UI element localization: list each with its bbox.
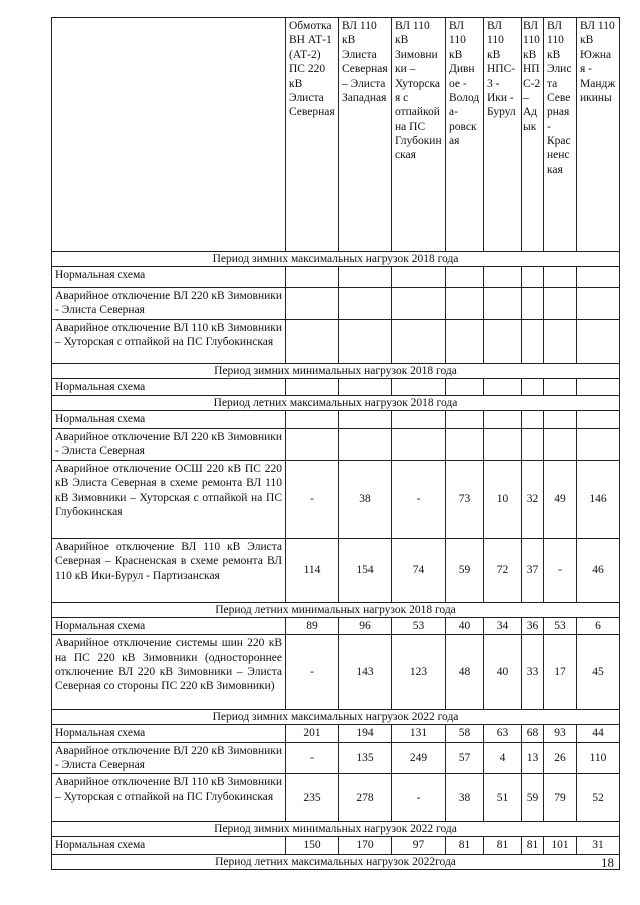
table-row [52,411,620,428]
row-label: Аварийное отключение ВЛ 220 кВ Зимовники - Элиста Северная [52,428,286,460]
value-cell: - [544,538,577,602]
value-cell [484,379,522,396]
value-cell: 72 [484,538,522,602]
value-cell: 73 [446,460,484,538]
row-label: Аварийное отключение ОСШ 220 кВ ПС 220 кВ Элиста Северная в схеме ремонта ВЛ 110 кВ Зимовники – Хуторская с отпайкой на ПС Глубокинская [52,460,286,538]
column-header: ВЛ 110 кВ Южная - Манджикины [577,18,620,252]
value-cell: 194 [339,725,392,742]
value-cell: 10 [484,460,522,538]
table-row [52,460,620,538]
value-cell: 235 [286,774,339,822]
value-cell: 32 [522,460,544,538]
period-title: Период летних максимальных нагрузок 2018 года [52,396,620,411]
table-body [52,18,620,870]
table-row [52,774,620,822]
table-row [52,320,620,364]
value-cell: 131 [392,725,446,742]
value-cell [392,428,446,460]
column-header: Обмотка ВН АТ-1 (АТ-2) ПС 220 кВ Элиста Северная [286,18,339,252]
row-label: Нормальная схема [52,267,286,288]
value-cell: 45 [577,635,620,710]
value-cell [286,379,339,396]
value-cell: 52 [577,774,620,822]
value-cell [286,267,339,288]
value-cell: 150 [286,837,339,854]
period-title: Период зимних максимальных нагрузок 2018 года [52,252,620,267]
period-title: Период летних минимальных нагрузок 2018 года [52,602,620,617]
value-cell: 123 [392,635,446,710]
value-cell [522,428,544,460]
value-cell: 146 [577,460,620,538]
value-cell [544,411,577,428]
column-header: ВЛ 110 кВ НПС-3 - Ики - Бурул [484,18,522,252]
row-label: Аварийное отключение ВЛ 110 кВ Зимовники – Хуторская с отпайкой на ПС Глубокинская [52,774,286,822]
value-cell: 17 [544,635,577,710]
value-cell [522,411,544,428]
value-cell [286,320,339,364]
value-cell [544,320,577,364]
header-row [52,18,620,252]
value-cell: 170 [339,837,392,854]
row-label: Аварийное отключение системы шин 220 кВ на ПС 220 кВ Зимовники (одностороннее отключение ВЛ 220 кВ Зимовники – Элиста Северная со стороны ПС 220 кВ Зимовники) [52,635,286,710]
period-title: Период зимних максимальных нагрузок 2022 года [52,710,620,725]
period-title: Период летних максимальных нагрузок 2022года [52,854,620,869]
value-cell: 51 [484,774,522,822]
value-cell: 38 [446,774,484,822]
value-cell [392,288,446,320]
value-cell: 68 [522,725,544,742]
value-cell: 97 [392,837,446,854]
value-cell: 53 [544,617,577,634]
period-row [52,252,620,267]
table-row [52,742,620,774]
value-cell: 37 [522,538,544,602]
value-cell: 13 [522,742,544,774]
row-label: Аварийное отключение ВЛ 110 кВ Зимовники – Хуторская с отпайкой на ПС Глубокинская [52,320,286,364]
value-cell: 26 [544,742,577,774]
table-row [52,267,620,288]
table-row [52,635,620,710]
value-cell [522,267,544,288]
value-cell: 4 [484,742,522,774]
value-cell [577,379,620,396]
period-row [52,364,620,379]
table-row [52,725,620,742]
value-cell: 6 [577,617,620,634]
value-cell [544,267,577,288]
value-cell: 81 [484,837,522,854]
value-cell: 101 [544,837,577,854]
value-cell: 110 [577,742,620,774]
value-cell [577,411,620,428]
value-cell [577,267,620,288]
value-cell [577,320,620,364]
value-cell [484,288,522,320]
period-row [52,396,620,411]
period-row [52,822,620,837]
value-cell [577,428,620,460]
table-row [52,428,620,460]
value-cell: 143 [339,635,392,710]
value-cell: 53 [392,617,446,634]
value-cell: 93 [544,725,577,742]
value-cell [446,320,484,364]
value-cell [392,411,446,428]
value-cell: 34 [484,617,522,634]
page-number: 18 [601,855,614,870]
column-header: ВЛ 110 кВ Дивное - Володаровская [446,18,484,252]
table-row [52,617,620,634]
value-cell: 33 [522,635,544,710]
value-cell: - [286,460,339,538]
value-cell [339,428,392,460]
value-cell: 36 [522,617,544,634]
value-cell [286,288,339,320]
value-cell: 135 [339,742,392,774]
value-cell [484,428,522,460]
column-header: ВЛ 110 кВ Зимовники – Хуторская с отпайкой на ПС Глубокинская [392,18,446,252]
table-row [52,288,620,320]
value-cell [339,411,392,428]
value-cell: 57 [446,742,484,774]
value-cell: 249 [392,742,446,774]
row-label: Нормальная схема [52,617,286,634]
row-label: Нормальная схема [52,837,286,854]
value-cell: 74 [392,538,446,602]
period-row [52,602,620,617]
value-cell [339,320,392,364]
value-cell: 63 [484,725,522,742]
header-empty-cell [52,18,286,252]
row-label: Нормальная схема [52,379,286,396]
value-cell: 81 [446,837,484,854]
period-title: Период зимних минимальных нагрузок 2018 года [52,364,620,379]
value-cell: 40 [446,617,484,634]
column-header: ВЛ 110 кВ Элиста Северная - Красненская [544,18,577,252]
value-cell [286,411,339,428]
value-cell [522,379,544,396]
row-label: Нормальная схема [52,725,286,742]
table-row [52,837,620,854]
period-row [52,710,620,725]
value-cell [544,379,577,396]
value-cell: - [286,635,339,710]
value-cell: 58 [446,725,484,742]
value-cell: 96 [339,617,392,634]
value-cell: 89 [286,617,339,634]
value-cell: - [392,774,446,822]
value-cell: 38 [339,460,392,538]
value-cell [446,379,484,396]
value-cell [484,320,522,364]
value-cell [577,288,620,320]
value-cell [522,288,544,320]
value-cell: 79 [544,774,577,822]
table-row [52,379,620,396]
value-cell: 59 [446,538,484,602]
period-title: Период зимних минимальных нагрузок 2022 года [52,822,620,837]
value-cell [544,428,577,460]
value-cell: 46 [577,538,620,602]
value-cell [484,411,522,428]
row-label: Аварийное отключение ВЛ 110 кВ Элиста Северная – Красненская в схеме ремонта ВЛ 110 кВ Ики-Бурул - Партизанская [52,538,286,602]
value-cell [339,288,392,320]
value-cell [544,288,577,320]
value-cell [286,428,339,460]
column-header: ВЛ 110 кВ Элиста Северная – Элиста Западная [339,18,392,252]
value-cell [484,267,522,288]
table-row [52,538,620,602]
value-cell: 31 [577,837,620,854]
value-cell [446,428,484,460]
column-header: ВЛ 110 кВ НПС-2 – Адык [522,18,544,252]
row-label: Нормальная схема [52,411,286,428]
value-cell: 44 [577,725,620,742]
value-cell: 278 [339,774,392,822]
row-label: Аварийное отключение ВЛ 220 кВ Зимовники - Элиста Северная [52,288,286,320]
value-cell: - [392,460,446,538]
value-cell [446,267,484,288]
value-cell [522,320,544,364]
value-cell: 81 [522,837,544,854]
value-cell: 154 [339,538,392,602]
period-row [52,854,620,869]
value-cell: 114 [286,538,339,602]
value-cell [339,379,392,396]
row-label: Аварийное отключение ВЛ 220 кВ Зимовники - Элиста Северная [52,742,286,774]
value-cell: - [286,742,339,774]
value-cell [446,411,484,428]
value-cell: 48 [446,635,484,710]
value-cell: 59 [522,774,544,822]
value-cell: 201 [286,725,339,742]
value-cell [392,320,446,364]
value-cell [339,267,392,288]
value-cell: 49 [544,460,577,538]
value-cell [392,267,446,288]
value-cell: 40 [484,635,522,710]
load-table [51,17,620,870]
value-cell [446,288,484,320]
value-cell [392,379,446,396]
